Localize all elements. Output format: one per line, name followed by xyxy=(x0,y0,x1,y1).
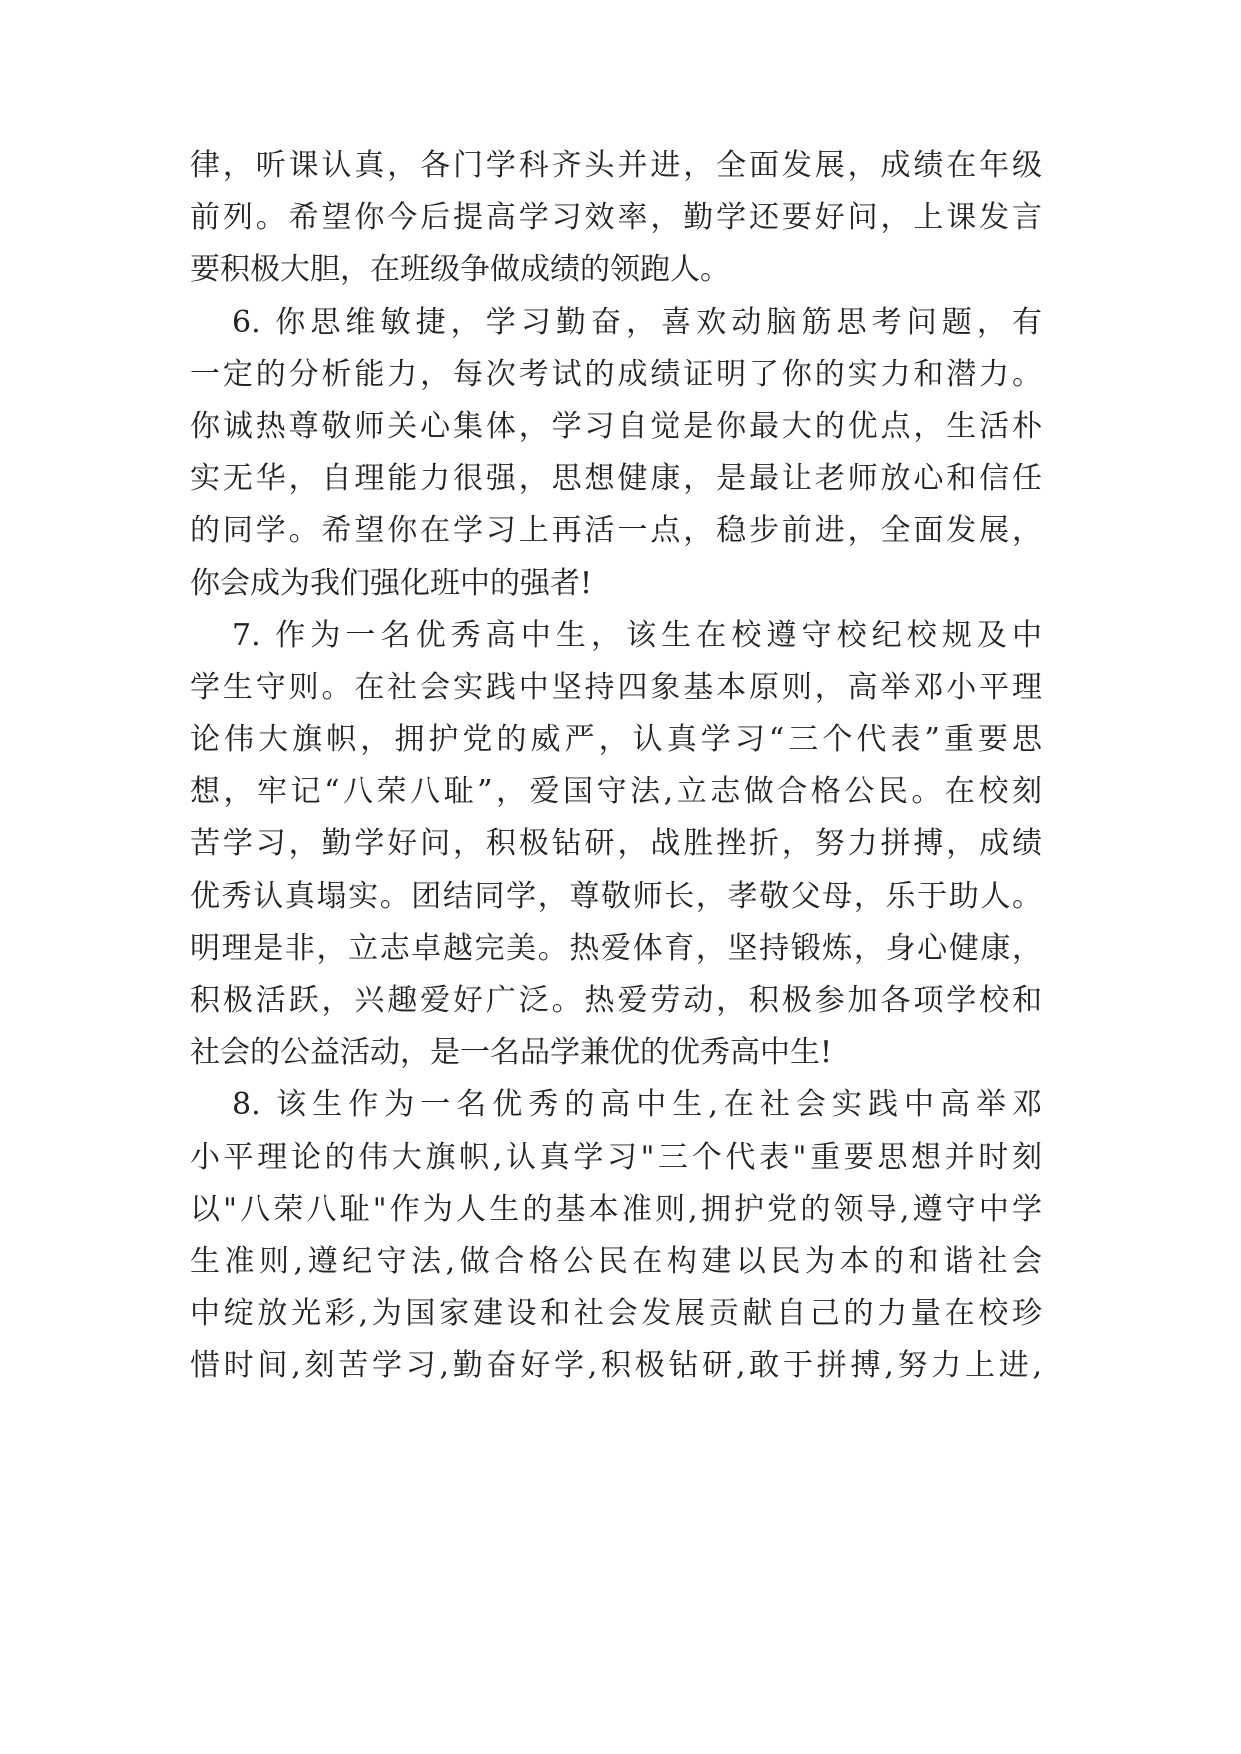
text-line: 论伟大旗帜，拥护党的威严，认真学习“三个代表”重要思 xyxy=(190,722,1042,758)
document-body xyxy=(190,140,1042,1393)
paragraph-7 xyxy=(190,610,1042,1080)
text-line: 7. 作为一名优秀高中生，该生在校遵守校纪校规及中 xyxy=(232,617,1042,653)
text-line: 8. 该生作为一名优秀的高中生,在社会实践中高举邓 xyxy=(232,1087,1042,1123)
text-line: 你诚热尊敬师关心集体，学习自觉是你最大的优点，生活朴 xyxy=(190,408,1042,444)
text-line: 惜时间,刻苦学习,勤奋好学,积极钻研,敢于拼搏,努力上进, xyxy=(190,1348,1042,1384)
text-line: 明理是非，立志卓越完美。热爱体育，坚持锻炼，身心健康， xyxy=(190,930,1042,966)
text-line: 想，牢记“八荣八耻”，爱国守法,立志做合格公民。在校刻 xyxy=(190,774,1042,810)
text-line: 苦学习，勤学好问，积极钻研，战胜挫折，努力拼搏，成绩 xyxy=(190,826,1042,862)
paragraph-8 xyxy=(190,1079,1042,1392)
text-line: 要积极大胆，在班级争做成绩的领跑人。 xyxy=(190,252,730,288)
text-line: 以"八荣八耻"作为人生的基本准则,拥护党的领导,遵守中学 xyxy=(190,1191,1042,1227)
text-line: 的同学。希望你在学习上再活一点，稳步前进，全面发展， xyxy=(190,513,1042,549)
text-line: 律，听课认真，各门学科齐头并进，全面发展，成绩在年级 xyxy=(190,148,1042,183)
text-line: 小平理论的伟大旗帜,认真学习"三个代表"重要思想并时刻 xyxy=(190,1139,1042,1175)
text-line: 前列。希望你今后提高学习效率，勤学还要好问，上课发言 xyxy=(190,200,1042,236)
paragraph-6 xyxy=(190,297,1042,610)
text-line: 你会成为我们强化班中的强者! xyxy=(190,565,593,601)
text-line: 生准则,遵纪守法,做合格公民在构建以民为本的和谐社会 xyxy=(190,1243,1042,1279)
text-line: 优秀认真塌实。团结同学，尊敬师长，孝敬父母，乐于助人。 xyxy=(190,878,1042,914)
text-line: 中绽放光彩,为国家建设和社会发展贡献自己的力量在校珍 xyxy=(190,1296,1042,1332)
text-line: 积极活跃，兴趣爱好广泛。热爱劳动，积极参加各项学校和 xyxy=(190,983,1042,1018)
text-line: 6. 你思维敏捷，学习勤奋，喜欢动脑筋思考问题，有 xyxy=(232,304,1042,340)
text-line: 学生守则。在社会实践中坚持四象基本原则，高举邓小平理 xyxy=(190,669,1042,705)
text-line: 社会的公益活动，是一名品学兼优的优秀高中生! xyxy=(190,1035,833,1071)
paragraph-5-continuation xyxy=(190,140,1042,297)
text-line: 实无华，自理能力很强，思想健康，是最让老师放心和信任 xyxy=(190,461,1042,497)
text-line: 一定的分析能力，每次考试的成绩证明了你的实力和潜力。 xyxy=(190,356,1042,392)
